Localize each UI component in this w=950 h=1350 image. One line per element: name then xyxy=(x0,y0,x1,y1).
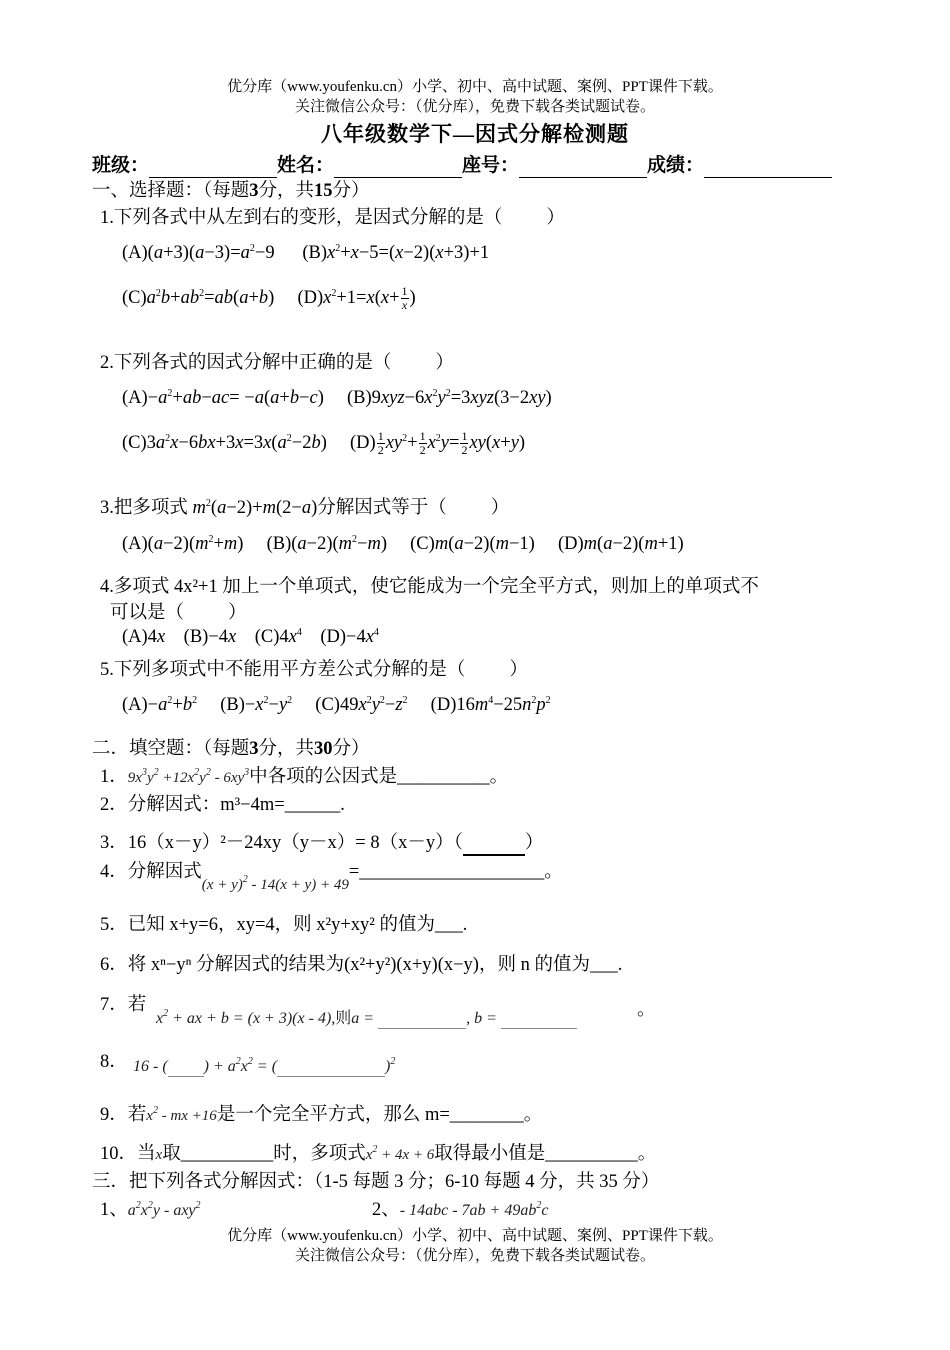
s2-question-10: 10．当x取__________时，多项式$x^2 + 4x + 6$取得最小值是__________。 xyxy=(100,1144,657,1164)
s2-question-4: 4．分解因式$_{(x + y)^2 - 14(x + y) + 49}$=____________________。 xyxy=(100,862,563,893)
s2-q7-end: 。 xyxy=(637,1000,656,1020)
s1-q3-options: $(A)(a-2)(m^2+m)$ $(B)(a-2)(m^2-m)$ (C)m(a−2)(m−1) (D)m(a−2)(m+1) xyxy=(122,534,684,554)
section1-heading: 一、选择题：（每题3分，共15分） xyxy=(92,181,370,201)
s1-q5-options: $(A)-a^2+b^2$ $(B)-x^2-y^2$ $(C)49x^2y^2-z^2$ $(D)16m^4-25n^2p^2$ xyxy=(122,695,551,715)
section3-heading: 三．把下列各式分解因式：（1-5 每题 3 分；6-10 每题 4 分，共 35 分） xyxy=(92,1172,660,1192)
s1-question-1: 1.下列各式中从左到右的变形，是因式分解的是（ ） xyxy=(100,208,565,228)
score-label: 成绩： xyxy=(647,155,705,176)
s1-question-4-line1: 4.多项式 4x²+1 加上一个单项式，使它能成为一个完全平方式，则加上的单项式不 xyxy=(100,577,759,597)
s2-question-7: 7．若 xyxy=(100,995,147,1015)
seat-field[interactable] xyxy=(519,155,647,178)
s2-question-5: 5．已知 x+y=6，xy=4，则 x²y+xy² 的值为___. xyxy=(100,915,468,935)
s2-question-3: 3．16（x－y）²－24xy（y－x）= 8（x－y）（ ） xyxy=(100,828,543,856)
s1-q1-options-cd: $(C)a^2b+ab^2=ab(a+b)$ $(D)x^2+1=x(x+$ $\frac{1}{x}$ ) xyxy=(122,284,416,312)
header-line-1: 优分库（www.youfenku.cn）小学、初中、高中试题、案例、PPT课件下载。 xyxy=(227,79,723,95)
footer-line-1: 优分库（www.youfenku.cn）小学、初中、高中试题、案例、PPT课件下载。 xyxy=(227,1228,723,1244)
s1-q2-options-cd: $(C)3a^2x-6bx+3x=3x(a^2-2b)$ (D) $\frac{1}{2}$ $xy^2+$ $\frac{1}{2}$ $x^2y=$ $\frac{1}{2}$ xy(x+y) xyxy=(122,429,526,457)
s1-question-3: 3.把多项式 $m^2(a-2)+m(2-a)$分解因式等于（ ） xyxy=(100,498,510,518)
section2-heading: 二．填空题：（每题3分，共30分） xyxy=(92,739,370,759)
s3-question-2: 2、- $14abc - 7ab + 49ab^2c$ xyxy=(372,1200,549,1220)
s1-question-5: 5.下列多项式中不能用平方差公式分解的是（ ） xyxy=(100,660,528,680)
footer-line-2: 关注微信公众号：（优分库），免费下载各类试题试卷。 xyxy=(294,1248,655,1264)
s2-question-9: 9．若$x^2$ - mx +16是一个完全平方式，那么 m=________。 xyxy=(100,1105,543,1125)
s2-question-1: 1．$9x^3y^2 +12x^2y^2 - 6xy^3$中各项的公因式是__________。 xyxy=(100,767,509,787)
s2-q8-equation: 16 - ( ) + $a^2x^2$ = ( )$^2$ xyxy=(133,1056,396,1075)
score-field[interactable] xyxy=(704,155,832,178)
name-field[interactable] xyxy=(334,155,462,178)
seat-label: 座号： xyxy=(462,155,520,176)
page-title: 八年级数学下—因式分解检测题 xyxy=(321,122,629,146)
s1-q2-options-ab: $(A)-a^2+ab-ac= -a(a+b-c)$ $(B)9xyz-6x^2y^2=3xyz(3-2xy)$ xyxy=(122,388,552,408)
s2-question-6: 6．将 xⁿ−yⁿ 分解因式的结果为(x²+y²)(x+y)(x−y)，则 n 的值为___. xyxy=(100,955,623,975)
s2-q7-equation: $x^2$ + ax + b = (x + 3)(x - 4),则a = , b = xyxy=(156,1005,577,1029)
header-line-2: 关注微信公众号：（优分库），免费下载各类试题试卷。 xyxy=(294,99,655,115)
class-label: 班级： xyxy=(92,155,150,176)
s1-q4-options: (A)4x (B)−4x $(C)4x^4$ $(D)-4x^4$ xyxy=(122,627,379,647)
s2-question-2: 2．分解因式：m³−4m=______. xyxy=(100,795,345,815)
s2-question-8: 8． xyxy=(100,1052,128,1072)
s1-q1-options-ab: $(A)(a+3)(a-3)=a^2-9$ $(B)x^2+x-5=(x-2)(x+3)+1$ xyxy=(122,243,490,263)
s1-question-4-line2: 可以是（ ） xyxy=(110,603,247,623)
s3-question-1: 1、$a^2x^2y - axy^2$ xyxy=(100,1200,201,1220)
student-info-line xyxy=(92,150,832,178)
s1-question-2: 2.下列各式的因式分解中正确的是（ ） xyxy=(100,353,454,373)
name-label: 姓名： xyxy=(277,155,335,176)
class-field[interactable] xyxy=(149,155,277,178)
